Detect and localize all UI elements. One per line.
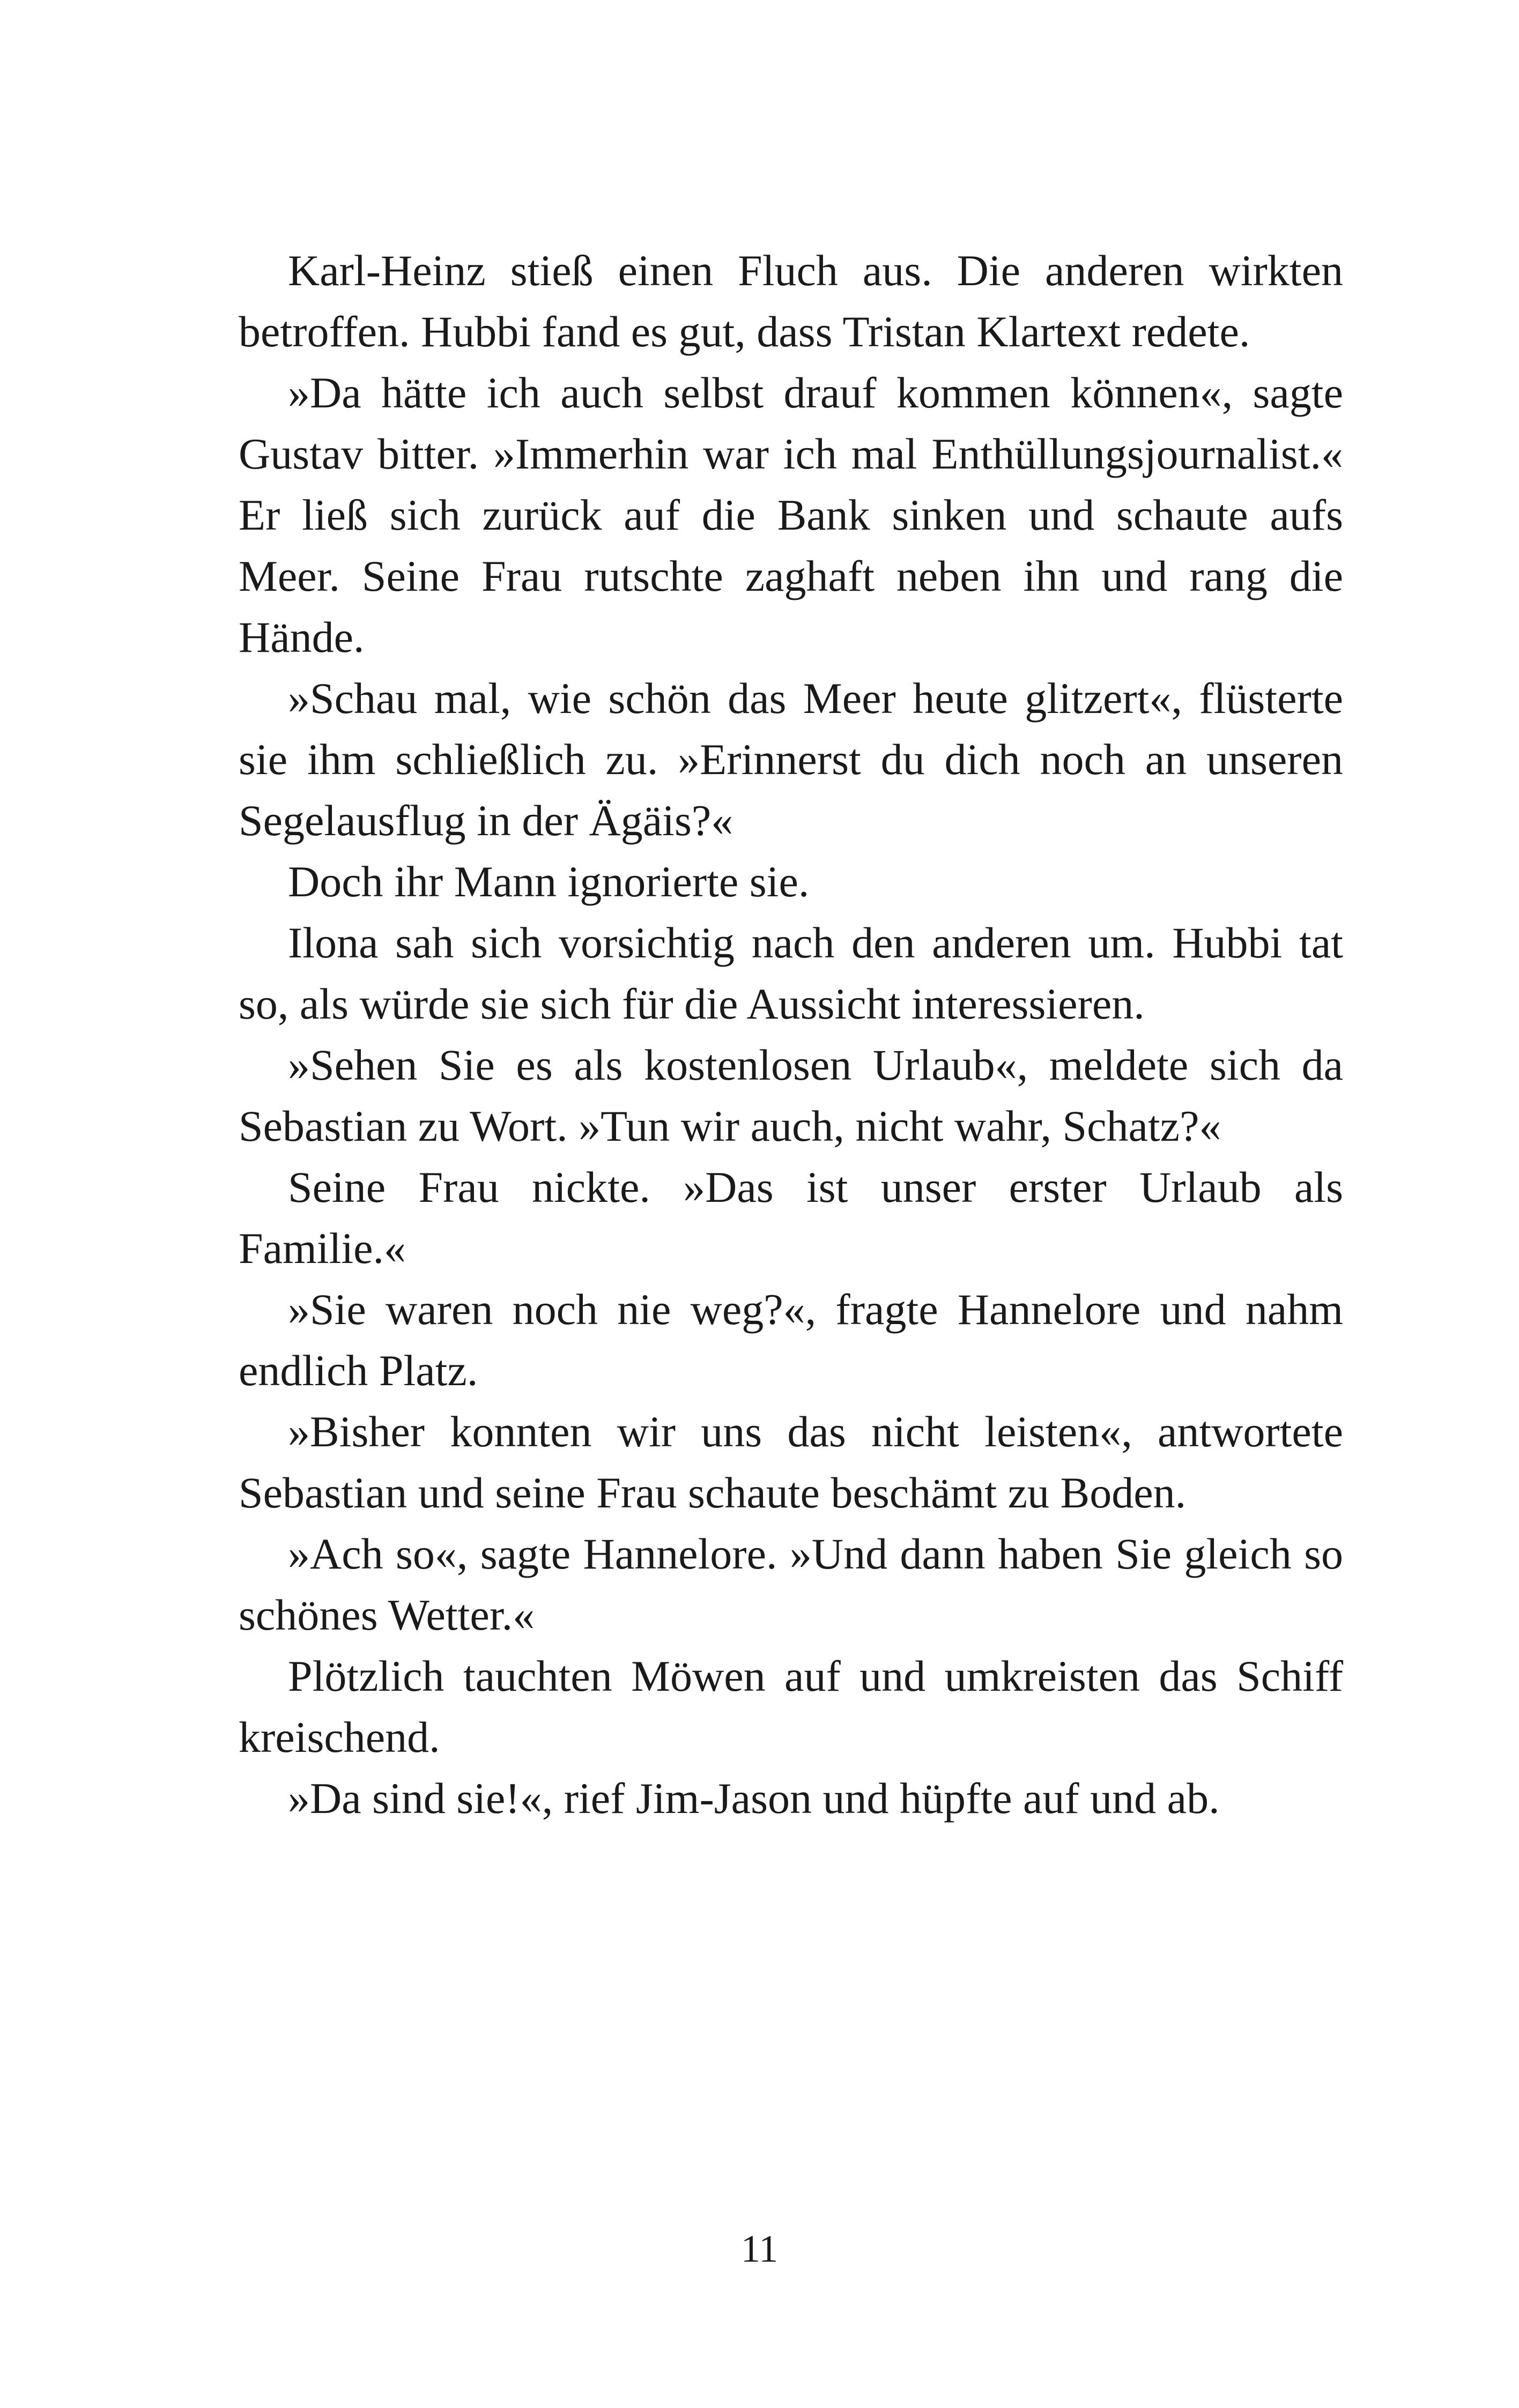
paragraph: »Sehen Sie es als kostenlosen Urlaub«, meldete sich da Sebastian zu Wort. »Tun wir auch, nicht wahr, Schatz?« [239, 1041, 1343, 1150]
body-text [239, 240, 1343, 1829]
paragraph: »Schau mal, wie schön das Meer heute glitzert«, flüsterte sie ihm schließlich zu. »Erinnerst du dich noch an unseren Segelausflug in der Ägäis?« [239, 674, 1343, 845]
paragraph: Plötzlich tauchten Möwen auf und umkreisten das Schiff kreischend. [239, 1652, 1343, 1762]
paragraph: »Ach so«, sagte Hannelore. »Und dann haben Sie gleich so schönes Wetter.« [239, 1529, 1343, 1639]
page-number: 11 [740, 2227, 779, 2270]
paragraph: »Sie waren noch nie weg?«, fragte Hannelore und nahm endlich Platz. [239, 1285, 1343, 1395]
paragraph: »Da hätte ich auch selbst drauf kommen können«, sagte Gustav bitter. »Immerhin war ich mal Enthüllungsjournalist.« Er ließ sich zurück auf die Bank sinken und schaute aufs Meer. Seine Frau rutschte zaghaft neben ihn und rang die Hände. [239, 368, 1343, 662]
paragraph: Seine Frau nickte. »Das ist unser erster Urlaub als Familie.« [239, 1163, 1343, 1273]
paragraph: Doch ihr Mann ignorierte sie. [288, 857, 810, 906]
paragraph: »Da sind sie!«, rief Jim-Jason und hüpfte auf und ab. [288, 1774, 1220, 1823]
paragraph: Ilona sah sich vorsichtig nach den anderen um. Hubbi tat so, als würde sie sich für die Aussicht interessieren. [239, 918, 1343, 1028]
paragraph: Karl-Heinz stieß einen Fluch aus. Die anderen wirkten betroffen. Hubbi fand es gut, dass Tristan Klartext redete. [239, 246, 1343, 356]
paragraph: »Bisher konnten wir uns das nicht leisten«, antwortete Sebastian und seine Frau schaute beschämt zu Boden. [239, 1407, 1343, 1517]
